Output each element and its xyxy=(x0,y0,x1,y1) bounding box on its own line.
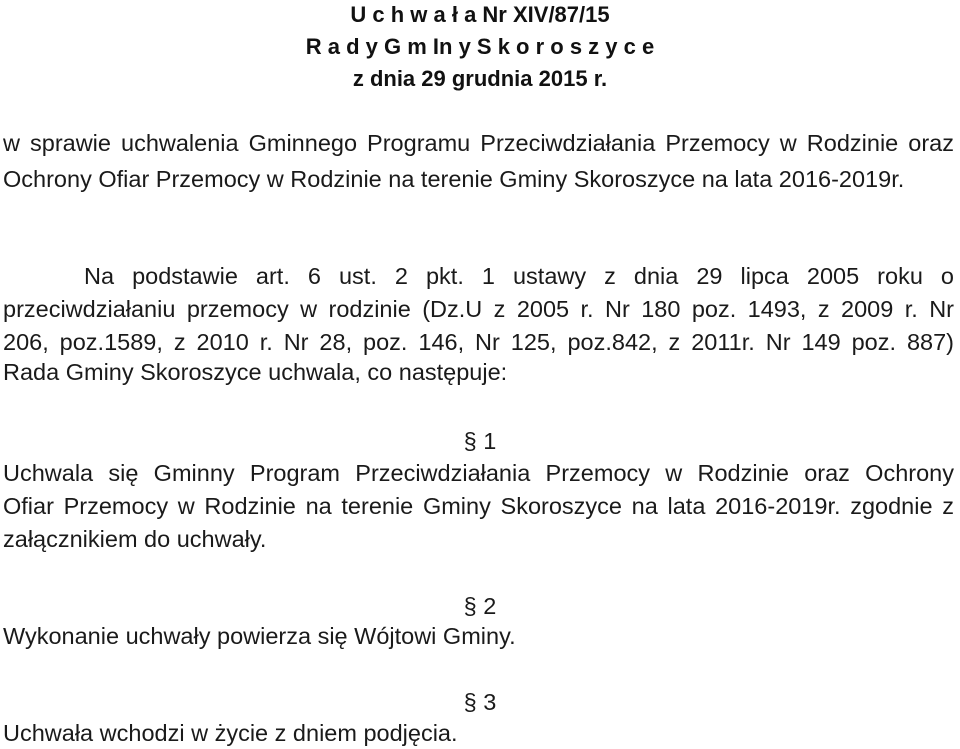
subject-line-1: w sprawie uchwalenia Gminnego Programu Przeciwdziałania Przemocy w Rodzinie oraz xyxy=(3,130,954,156)
subject-line-2: Ochrony Ofiar Przemocy w Rodzinie na terenie Gminy Skoroszyce na lata 2016-2019r. xyxy=(3,166,905,192)
section-1-line-1: Uchwala się Gminny Program Przeciwdziałania Przemocy w Rodzinie oraz Ochrony xyxy=(3,460,954,486)
section-3-line-1: Uchwała wchodzi w życie z dniem podjęcia. xyxy=(3,720,458,746)
section-1-line-2: Ofiar Przemocy w Rodzinie na terenie Gminy Skoroszyce na lata 2016-2019r. zgodnie z xyxy=(3,493,954,519)
section-3-heading: § 3 xyxy=(463,689,497,715)
section-2-heading: § 2 xyxy=(463,593,497,619)
section-1-heading: § 1 xyxy=(463,428,497,454)
council-name: R a d y G m In y S k o r o s z y c e xyxy=(305,34,655,59)
section-1-line-3: załącznikiem do uchwały. xyxy=(3,526,267,552)
preamble-line-1: Na podstawie art. 6 ust. 2 pkt. 1 ustawy z dnia 29 lipca 2005 roku o xyxy=(84,263,954,289)
section-2-line-1: Wykonanie uchwały powierza się Wójtowi Gminy. xyxy=(3,623,516,649)
resolution-date: z dnia 29 grudnia 2015 r. xyxy=(352,66,608,91)
resolution-number: U c h w a ł a Nr XIV/87/15 xyxy=(350,2,610,27)
preamble-line-3: 206, poz.1589, z 2010 r. Nr 28, poz. 146, Nr 125, poz.842, z 2011r. Nr 149 poz. 887) xyxy=(3,329,954,355)
preamble-line-4: Rada Gminy Skoroszyce uchwala, co następuje: xyxy=(3,359,508,385)
preamble-line-2: przeciwdziałaniu przemocy w rodzinie (Dz.U z 2005 r. Nr 180 poz. 1493, z 2009 r. Nr xyxy=(3,296,954,322)
